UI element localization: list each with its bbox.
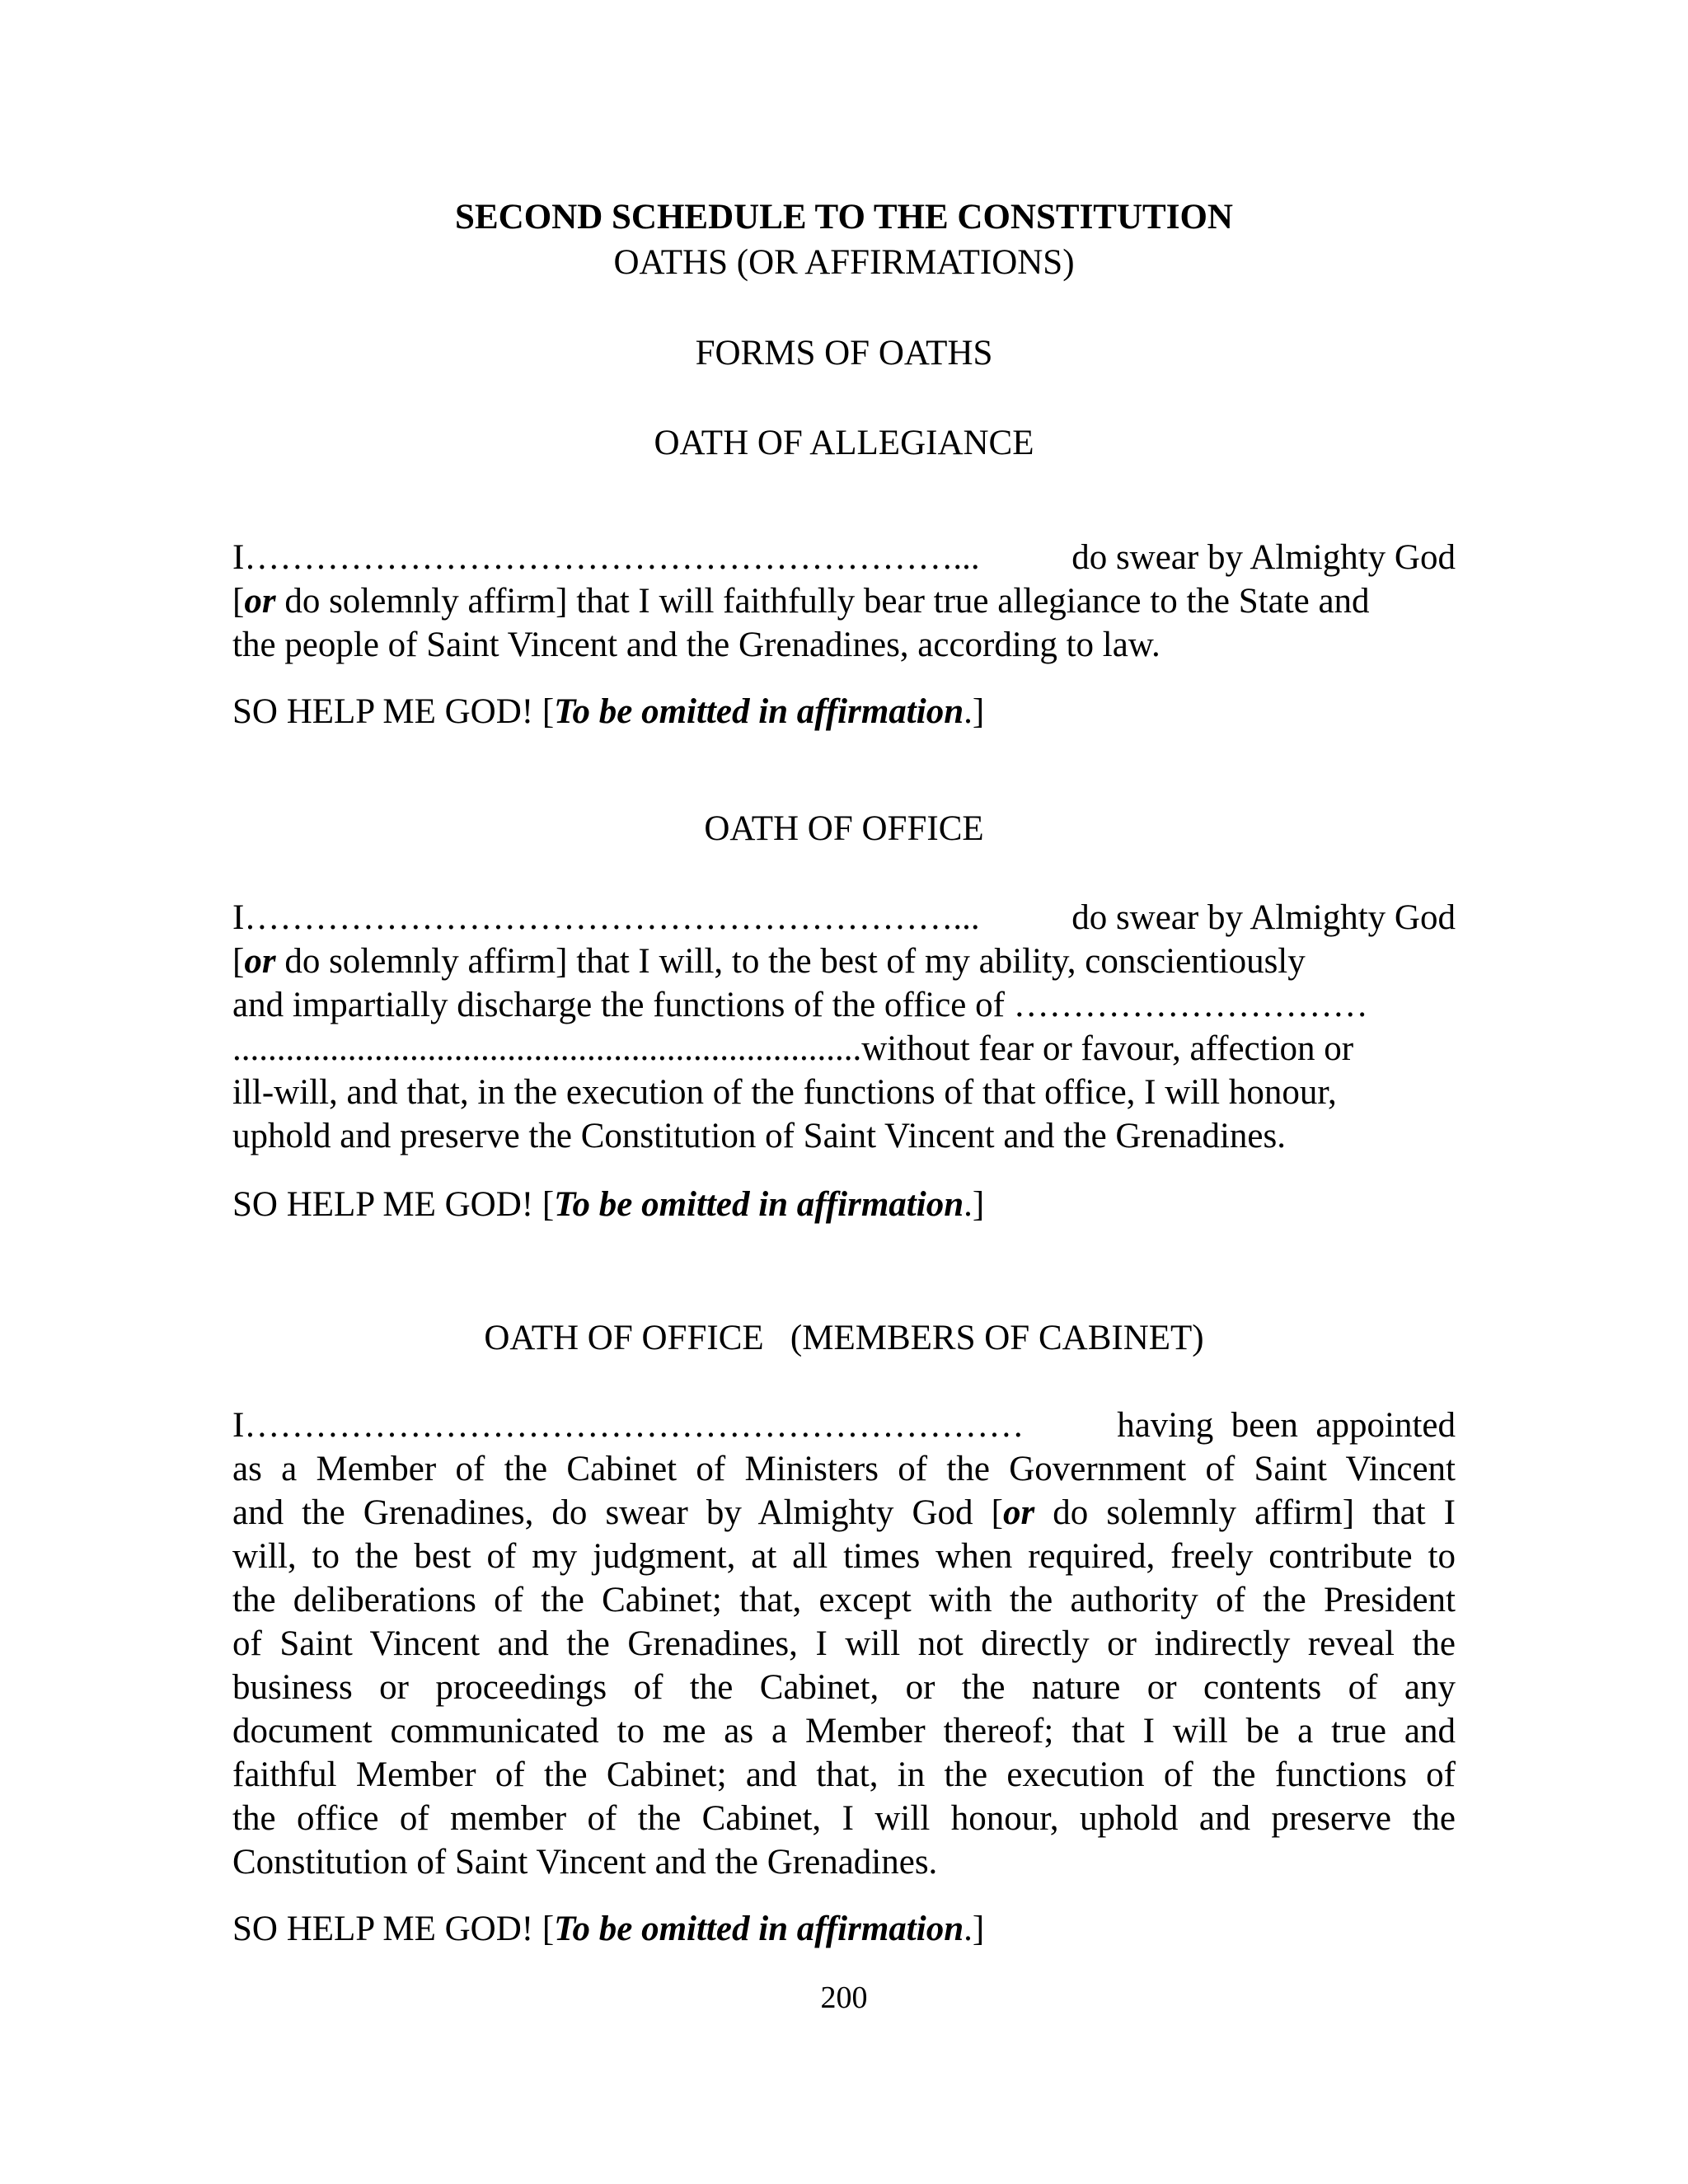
allegiance-line-1 xyxy=(232,536,1456,579)
schedule-subtitle: OATHS (OR AFFIRMATIONS) xyxy=(613,243,1075,282)
schedule-title: SECOND SCHEDULE TO THE CONSTITUTION xyxy=(455,198,1233,237)
office-line-5: ill-will, and that, in the execution of the functions of that office, I will honour, xyxy=(232,1073,1337,1112)
office-line-6: uphold and preserve the Constitution of Saint Vincent and the Grenadines. xyxy=(232,1117,1286,1155)
office-line-2: [or do solemnly affirm] that I will, to the best of my ability, conscientiously xyxy=(232,942,1306,981)
cabinet-line-1-text: having been appointed xyxy=(1117,1406,1456,1445)
or-emphasis: or xyxy=(1002,1493,1035,1532)
cabinet-line-3: and the Grenadines, do swear by Almighty God [or do solemnly affirm] that I xyxy=(232,1493,1456,1532)
cabinet-line-8: document communicated to me as a Member thereof; that I will be a true and xyxy=(232,1712,1456,1750)
blank-name-dots: I……………………………………………………... xyxy=(232,898,980,937)
omission-note: To be omitted in affirmation xyxy=(554,1185,964,1224)
cabinet-line-10: the office of member of the Cabinet, I will honour, uphold and preserve the xyxy=(232,1799,1456,1838)
office-line-1 xyxy=(232,896,1456,940)
cabinet-line-6: of Saint Vincent and the Grenadines, I will not directly or indirectly reveal the xyxy=(232,1624,1456,1663)
or-emphasis: or xyxy=(244,942,276,981)
page-number: 200 xyxy=(820,1980,868,2015)
office-closing: SO HELP ME GOD! [To be omitted in affirmation.] xyxy=(232,1185,985,1224)
cabinet-line-2: as a Member of the Cabinet of Ministers of the Government of Saint Vincent xyxy=(232,1450,1456,1488)
office-line-1-text: do swear by Almighty God xyxy=(1071,898,1456,937)
cabinet-heading: OATH OF OFFICE (MEMBERS OF CABINET) xyxy=(484,1319,1204,1357)
allegiance-line-1-text: do swear by Almighty God xyxy=(1071,538,1456,577)
omission-note: To be omitted in affirmation xyxy=(554,1910,964,1948)
blank-name-dots: I……………………………………………………... xyxy=(232,538,980,577)
allegiance-line-2: [or do solemnly affirm] that I will faithfully bear true allegiance to the State and xyxy=(232,582,1370,621)
blank-name-dots: I………………………………………………………… xyxy=(232,1406,1025,1445)
allegiance-line-3: the people of Saint Vincent and the Grenadines, according to law. xyxy=(232,626,1160,664)
cabinet-line-1 xyxy=(232,1404,1456,1447)
cabinet-line-4: will, to the best of my judgment, at all times when required, freely contribute to xyxy=(232,1537,1456,1576)
allegiance-closing: SO HELP ME GOD! [To be omitted in affirmation.] xyxy=(232,692,985,731)
office-line-4: .......................................................................without fear or favour, affection or xyxy=(232,1029,1354,1068)
cabinet-closing: SO HELP ME GOD! [To be omitted in affirmation.] xyxy=(232,1910,985,1948)
or-emphasis: or xyxy=(244,582,276,621)
cabinet-line-7: business or proceedings of the Cabinet, or the nature or contents of any xyxy=(232,1668,1456,1707)
cabinet-line-9: faithful Member of the Cabinet; and that, in the execution of the functions of xyxy=(232,1755,1456,1794)
office-heading: OATH OF OFFICE xyxy=(704,809,984,848)
forms-heading: FORMS OF OATHS xyxy=(695,334,993,373)
office-line-3: and impartially discharge the functions of the office of ………………………… xyxy=(232,986,1368,1024)
cabinet-line-5: the deliberations of the Cabinet; that, except with the authority of the President xyxy=(232,1581,1456,1619)
omission-note: To be omitted in affirmation xyxy=(554,692,964,731)
allegiance-heading: OATH OF ALLEGIANCE xyxy=(654,424,1034,462)
cabinet-line-11: Constitution of Saint Vincent and the Grenadines. xyxy=(232,1843,938,1882)
